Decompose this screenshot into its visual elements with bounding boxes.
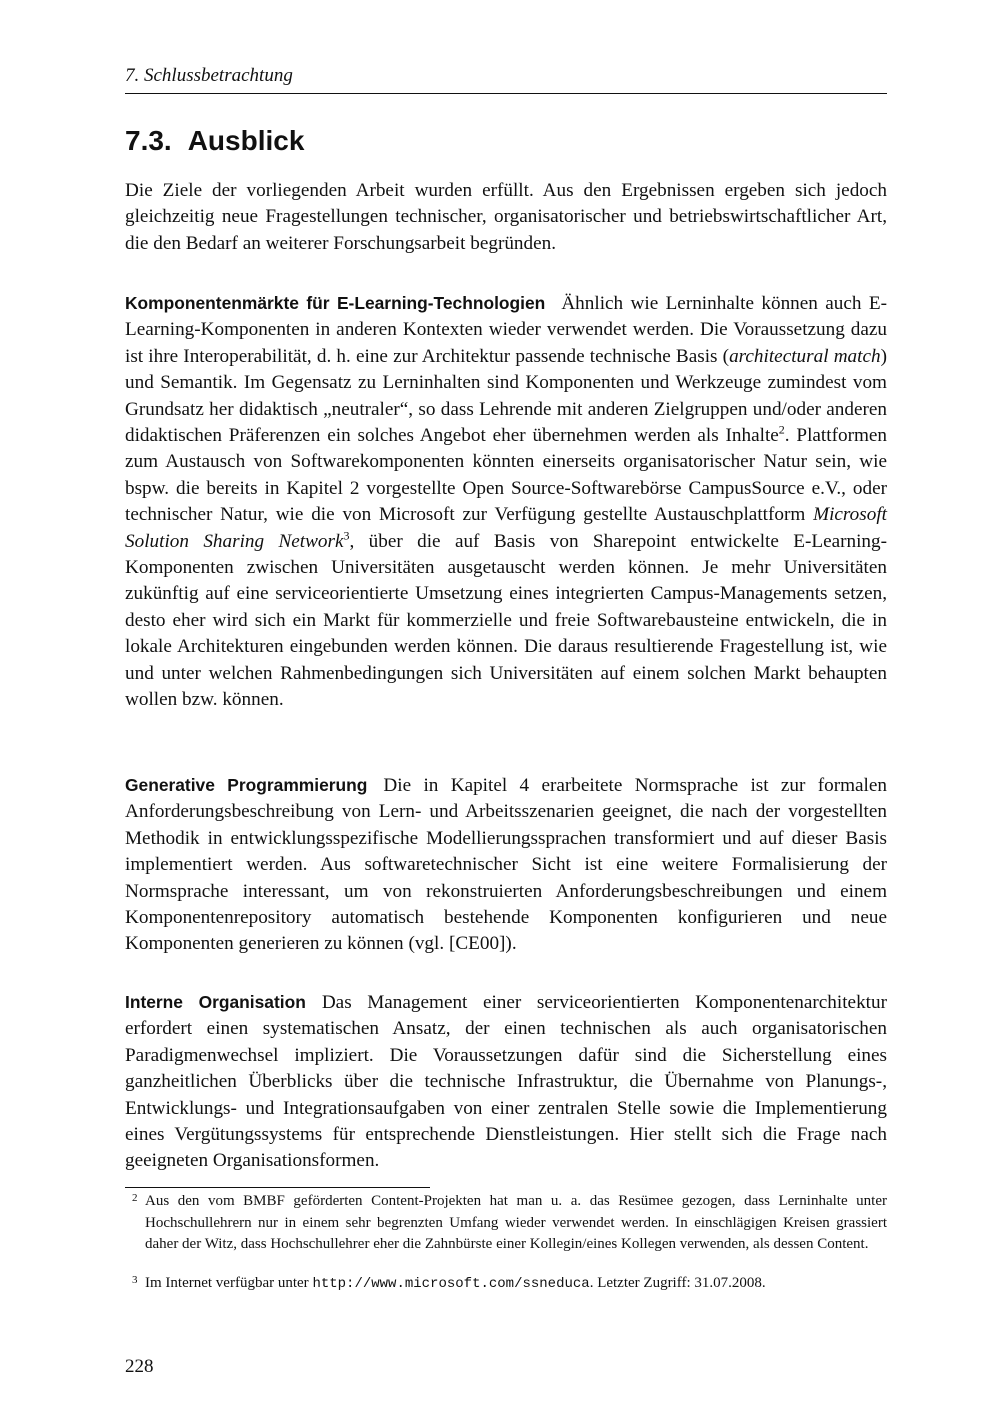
footnote-text: Aus den vom BMBF geförderten Content-Projekten hat man u. a. das Resümee gezogen, dass Lerninhalte unter Hochschullehrern nur in einem sehr begrenzten Umfang wieder verwendet werden. In einschlägigen Kreisen grassiert daher der Witz, dass Hochschullehrer eher die Zahnbürste einer Kollegin/eines Kollegen verwenden, als dessen Content.	[145, 1193, 887, 1253]
section-title-text: Ausblick	[187, 125, 305, 156]
header-rule	[125, 93, 887, 94]
paragraph-text: Ähnlich wie Lerninhalte können auch E-Learning-Komponenten in anderen Kontexten wieder verwendet werden. Die Voraussetzung dazu ist ihre Interoperabilität, d. h. eine zur Architektur passende technische Basis (	[125, 293, 887, 367]
footnote-mark: 3	[132, 1274, 138, 1286]
footnote-mark: 2	[132, 1192, 138, 1204]
section-number: 7.3.	[125, 125, 172, 156]
footnote-text: . Letzter Zugriff: 31.07.2008.	[589, 1275, 766, 1291]
section-title	[125, 122, 304, 160]
footnote-3	[125, 1273, 887, 1296]
running-head: 7. Schlussbetrachtung	[125, 65, 293, 86]
paragraph-text: Die in Kapitel 4 erarbeitete Normsprache ist zur formalen Anforderungsbeschreibung von Lern- und Arbeitsszenarien geeignet, die nach der vorgestellten Methodik in entwicklungsspezifische Modellierungssprachen transformiert und auf dieser Basis implementiert werden. Aus softwaretechnischer Sicht ist eine weitere Formalisierung der Normsprache interessant, um von rekonstruierten Anforderungsbeschreibungen und einem Komponentenrepository automatisch bestehende Komponenten konfigurieren und neue Komponenten generieren zu können (vgl. [CE00]).	[125, 775, 888, 955]
footnote-url-link[interactable]: http://www.microsoft.com/ssneduca	[312, 1276, 590, 1292]
footnote-reference: 3	[343, 528, 350, 543]
footnote-reference: 2	[778, 422, 785, 437]
italic-term: Microsoft Solution Sharing Network	[125, 504, 887, 552]
intro-paragraph: Die Ziele der vorliegenden Arbeit wurden erfüllt. Aus den Ergebnissen ergeben sich jedoch gleichzeitig neue Fragestellungen technischer, organisatorischer und betriebswirtschaftlicher Art, die den Bedarf an weiterer Forschungsarbeit begründen.	[125, 180, 887, 254]
footnote-rule	[125, 1187, 430, 1188]
paragraph-interne-organisation	[125, 989, 887, 1175]
paragraph-text: . Plattformen zum Austausch von Softwarekomponenten könnten einerseits organisatorischer Natur sein, wie bspw. die bereits in Kapitel 2 vorgestellte Open Source-Softwarebörse CampusSource e.V., oder technischer Natur, wie die von Microsoft zur Verfügung gestellte Austauschplattform	[125, 425, 887, 526]
paragraph-heading: Generative Programmierung	[125, 775, 368, 795]
paragraph-heading: Interne Organisation	[125, 992, 306, 1012]
paragraph-heading: Komponentenmärkte für E-Learning-Technologien	[125, 293, 546, 313]
paragraph-generative-programmierung	[125, 772, 887, 958]
italic-term: architectural match	[729, 345, 881, 367]
footnote-text: Im Internet verfügbar unter	[145, 1275, 313, 1291]
paragraph-text: , über die auf Basis von Sharepoint entwickelte E-Learning-Komponenten zwischen Universitäten ausgetauscht werden können. Je mehr Universitäten zukünftig auf eine serviceorientierte Umsetzung eines integrierten Campus-Managements setzen, desto eher wird sich ein Markt für kommerzielle und freie Softwarebausteine entwickeln, die in lokale Architekturen eingebunden werden können. Die daraus resultierende Fragestellung ist, wie und unter welchen Rahmenbedingungen sich Universitäten auf einem solchen Markt behaupten wollen bzw. können.	[125, 530, 887, 711]
paragraph-text: Das Management einer serviceorientierten Komponentenarchitektur erfordert einen systematischen Ansatz, der einen technischen als auch organisatorischen Paradigmenwechsel impliziert. Die Voraussetzungen dafür sind die Sicherstellung eines ganzheitlichen Überblicks über die technische Infrastruktur, die Übernahme von Planungs-, Entwicklungs- und Integrationsaufgaben von einer zentralen Stelle sowie die Implementierung eines Vergütungssystems für entsprechende Dienstleistungen. Hier stellt sich die Frage nach geeigneten Organisationsformen.	[125, 992, 887, 1172]
page-number: 228	[125, 1356, 154, 1377]
paragraph-komponentenmaerkte	[125, 290, 887, 714]
paragraph-text: ) und Semantik. Im Gegensatz zu Lerninhalten sind Komponenten und Werkzeuge zumindest vom Grundsatz her didaktisch „neutraler“, so dass Lehrende mit anderen Zielgruppen und/oder anderen didaktischen Präferenzen ein solches Angebot eher übernehmen werden als Inhalte	[125, 345, 887, 447]
footnote-2	[125, 1191, 887, 1256]
